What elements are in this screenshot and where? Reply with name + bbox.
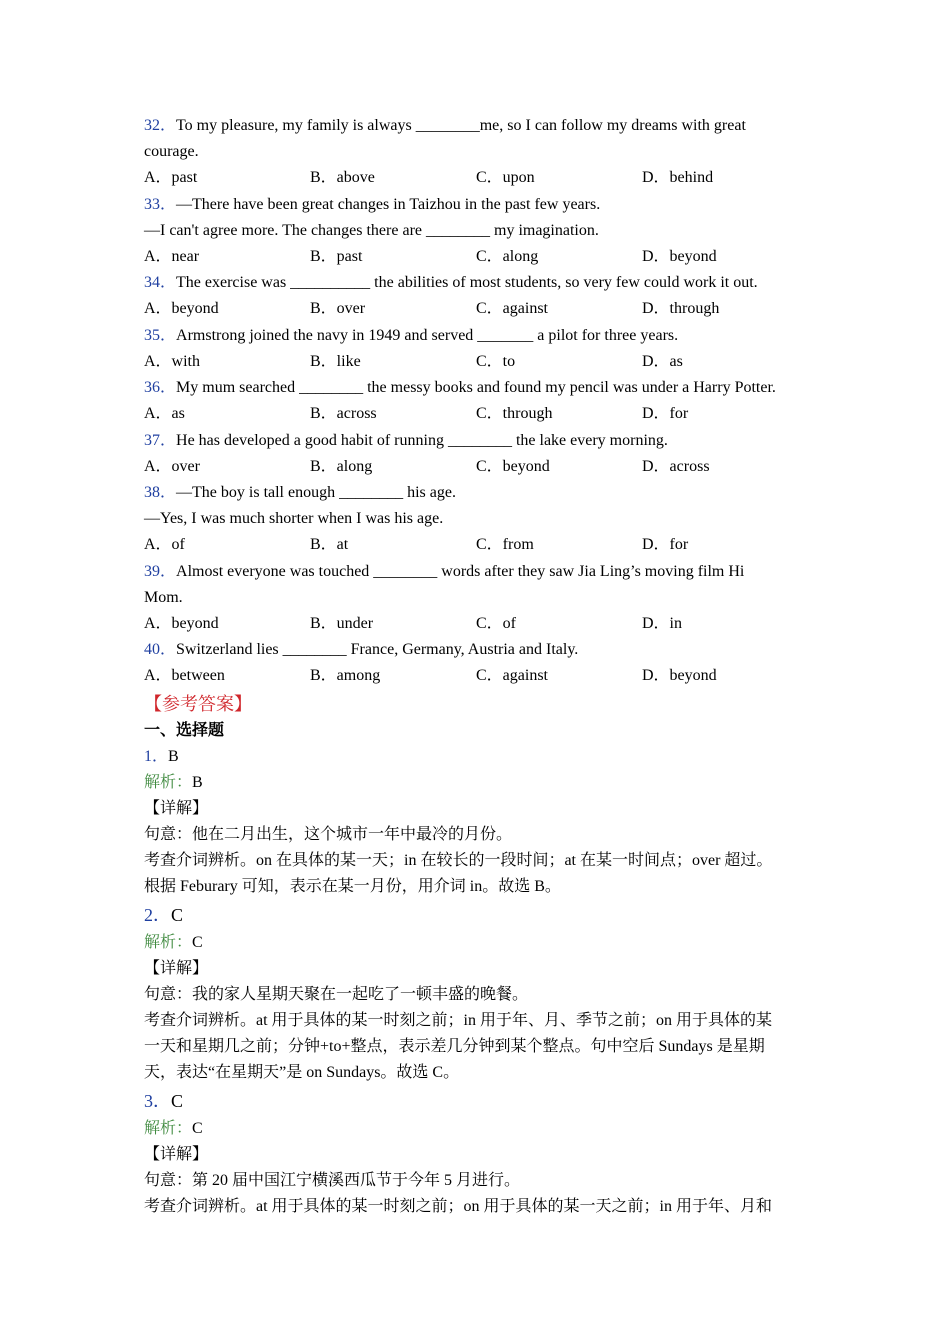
answer-option[interactable]: D．in: [642, 614, 683, 632]
question-text: Mom.: [144, 588, 183, 606]
answer-option[interactable]: D．beyond: [642, 667, 717, 684]
answers-header: 【参考答案】: [144, 693, 252, 714]
answer-option[interactable]: A．between: [144, 667, 225, 684]
analysis-value: C: [192, 1119, 203, 1137]
detail-line: 根据 Feburary 可知，表示在某一月份，用介词 in。故选 B。: [144, 877, 561, 895]
question-number: 36．: [144, 379, 177, 396]
question-text: He has developed a good habit of running ________ the lake every morning.: [176, 431, 668, 449]
answer-option[interactable]: C．against: [476, 667, 548, 684]
answer-option[interactable]: A．over: [144, 457, 200, 475]
answer-option[interactable]: A．beyond: [144, 300, 219, 317]
answer-option[interactable]: D．behind: [642, 169, 714, 186]
answer-option[interactable]: C．upon: [476, 169, 535, 186]
answer-letter: B: [168, 747, 179, 765]
answer-number: [144, 1086, 814, 1116]
answer-index: 1．: [144, 747, 169, 765]
question-line: [144, 113, 814, 139]
question-line: [144, 480, 814, 506]
analysis-label: 解析：: [144, 773, 193, 791]
detail-line: 一天和星期几之前；分钟+to+整点，表示差几分钟到某个整点。句中空后 Sundays 是星期: [144, 1037, 765, 1055]
answer-option[interactable]: D．for: [642, 405, 689, 422]
detail-line: 考查介词辨析。at 用于具体的某一时刻之前；on 用于具体的某一天之前；in 用于年、月和: [144, 1197, 772, 1215]
answer-option[interactable]: C．from: [476, 536, 534, 553]
question-text: —The boy is tall enough ________ his age.: [176, 484, 456, 501]
answer-option[interactable]: C．to: [476, 352, 516, 370]
answer-option[interactable]: C．along: [476, 247, 539, 265]
detail-line: 句意：我的家人星期天聚在一起吃了一顿丰盛的晚餐。: [144, 985, 529, 1003]
question-text: Armstrong joined the navy in 1949 and served _______ a pilot for three years.: [176, 326, 679, 344]
detail-line: 句意：第 20 届中国江宁横溪西瓜节于今年 5 月进行。: [144, 1171, 521, 1189]
answer-option[interactable]: C．beyond: [476, 457, 550, 475]
options-row: [144, 165, 814, 192]
question-line: [144, 270, 814, 296]
analysis-label: 解析：: [144, 933, 193, 951]
section-title: 一、选择题: [144, 721, 225, 739]
answer-option[interactable]: B．like: [310, 352, 361, 370]
question-line: [144, 506, 814, 532]
answer-index: 2．: [144, 904, 171, 925]
options-row: [144, 454, 814, 481]
question-line: [144, 428, 814, 454]
question-number: 33．: [144, 195, 177, 213]
options-row: [144, 611, 814, 638]
question-text: My mum searched ________ the messy books and found my pencil was under a Harry Potter.: [176, 379, 776, 396]
answer-option[interactable]: B．under: [310, 614, 374, 632]
detail-line: 句意：他在二月出生，这个城市一年中最冷的月份。: [144, 825, 513, 843]
question-number: 38．: [144, 484, 177, 501]
answer-option[interactable]: A．of: [144, 536, 185, 553]
question-line: [144, 585, 814, 611]
answer-option[interactable]: A．with: [144, 352, 201, 370]
analysis-line: [144, 770, 814, 796]
answer-option[interactable]: A．beyond: [144, 614, 219, 632]
question-line: [144, 559, 814, 585]
question-line: [144, 218, 814, 244]
answer-option[interactable]: C．against: [476, 300, 548, 317]
answer-option[interactable]: D．through: [642, 300, 720, 317]
answer-option[interactable]: A．near: [144, 247, 200, 265]
answer-index: 3．: [144, 1090, 171, 1111]
question-text: —I can't agree more. The changes there are ________ my imagination.: [144, 221, 599, 239]
answer-option[interactable]: B．over: [310, 300, 366, 317]
answer-option[interactable]: B．above: [310, 169, 375, 186]
question-text: To my pleasure, my family is always ________me, so I can follow my dreams with great: [176, 117, 746, 134]
options-row: [144, 296, 814, 323]
options-row: [144, 663, 814, 690]
detail-line: 天，表达“在星期天”是 on Sundays。故选 C。: [144, 1063, 460, 1081]
answer-letter: C: [171, 904, 184, 925]
answer-number: [144, 900, 814, 930]
answer-number: [144, 744, 814, 770]
answer-option[interactable]: B．among: [310, 667, 381, 684]
answer-option[interactable]: D．for: [642, 536, 689, 553]
analysis-value: C: [192, 933, 203, 951]
document-page: [144, 113, 814, 1220]
question-line: [144, 637, 814, 663]
analysis-value: B: [192, 773, 203, 791]
answer-option[interactable]: A．past: [144, 169, 198, 186]
detail-label: 【详解】: [144, 799, 209, 817]
options-row: [144, 244, 814, 271]
question-line: [144, 192, 814, 218]
analysis-line: [144, 1116, 814, 1142]
detail-label: 【详解】: [144, 1145, 209, 1163]
answer-option[interactable]: B．at: [310, 536, 349, 553]
question-text: The exercise was __________ the abilities of most students, so very few could work it out.: [176, 274, 758, 291]
options-row: [144, 401, 814, 428]
question-number: 37．: [144, 431, 177, 449]
question-text: Switzerland lies ________ France, Germany, Austria and Italy.: [176, 641, 579, 658]
question-number: 32．: [144, 117, 177, 134]
question-line: [144, 375, 814, 401]
question-text: courage.: [144, 143, 199, 160]
answer-option[interactable]: A．as: [144, 405, 185, 422]
question-number: 35．: [144, 326, 177, 344]
question-line: [144, 323, 814, 349]
question-number: 39．: [144, 562, 177, 580]
answer-option[interactable]: B．across: [310, 405, 377, 422]
question-number: 40．: [144, 641, 177, 658]
analysis-label: 解析：: [144, 1119, 193, 1137]
analysis-line: [144, 930, 814, 956]
question-line: [144, 139, 814, 165]
question-text: Almost everyone was touched ________ words after they saw Jia Ling’s moving film Hi: [176, 562, 745, 580]
question-text: —Yes, I was much shorter when I was his age.: [144, 510, 444, 527]
question-text: —There have been great changes in Taizhou in the past few years.: [176, 195, 601, 213]
answer-option[interactable]: C．of: [476, 614, 517, 632]
answer-letter: C: [171, 1090, 184, 1111]
options-row: [144, 532, 814, 559]
detail-line: 考查介词辨析。on 在具体的某一天；in 在较长的一段时间；at 在某一时间点；over 超过。: [144, 851, 773, 869]
answer-option[interactable]: C．through: [476, 405, 553, 422]
answer-option[interactable]: D．across: [642, 457, 710, 475]
question-number: 34．: [144, 274, 177, 291]
answer-option[interactable]: D．beyond: [642, 247, 717, 265]
detail-label: 【详解】: [144, 959, 209, 977]
options-row: [144, 349, 814, 376]
answer-option[interactable]: B．past: [310, 247, 363, 265]
answer-option[interactable]: B．along: [310, 457, 373, 475]
answer-option[interactable]: D．as: [642, 352, 683, 370]
detail-line: 考查介词辨析。at 用于具体的某一时刻之前；in 用于年、月、季节之前；on 用于具体的某: [144, 1011, 772, 1029]
